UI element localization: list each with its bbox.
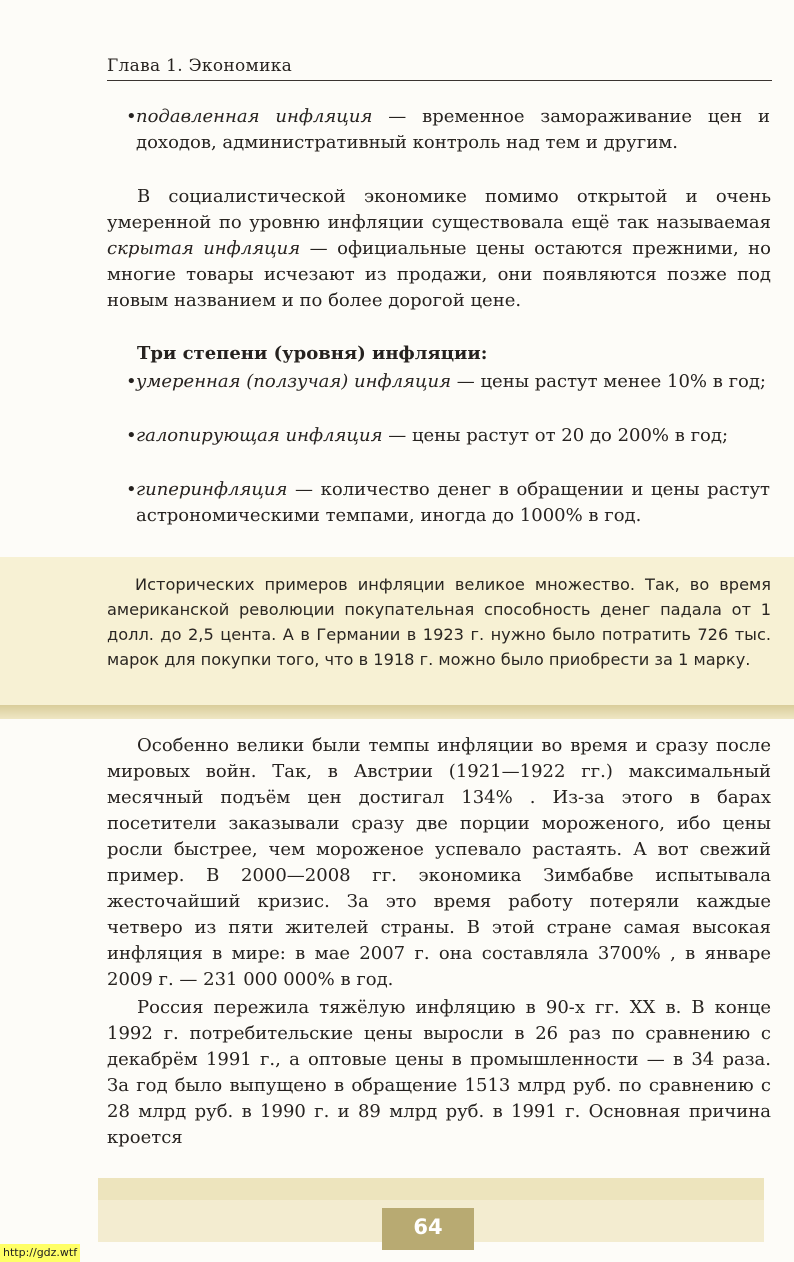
term-moderate: умеренная (ползучая) инфляция: [136, 371, 452, 392]
term-galloping: галопирующая инфляция: [136, 425, 383, 446]
bullet-galloping-inflation: [126, 423, 770, 449]
bullet-dot: •: [126, 425, 137, 446]
paragraph-socialist: [107, 184, 771, 314]
term-hyperinflation: гиперинфляция: [136, 479, 288, 500]
example-box-text: Исторических примеров инфляции великое множество. Так, во время американской революции покупательная способность денег падала от 1 долл. до 2,5 цента. А в Германии в 1923 г. нужно было потратить 726 тыс. марок для покупки того, что в 1918 г. можно было приобрести за 1 марку.: [107, 575, 771, 669]
para-text: — официальные цены остаются прежними, но многие товары исчезают из продажи, они появляются позже под новым названием и по более дорогой цене.: [107, 238, 771, 311]
example-box-bar: [0, 705, 794, 719]
bullet-text: — цены растут от 20 до 200% в год;: [382, 425, 729, 446]
bullet-text: — цены растут менее 10% в год;: [451, 371, 766, 392]
paragraph-russia: Россия пережила тяжёлую инфляцию в 90-х гг. XX в. В конце 1992 г. потребительские цены выросли в 26 раз по сравнению с декабрём 1991 г., а оптовые цены в промышленности — в 34 раза. За год было выпущено в обращение 1513 млрд руб. по сравнению с 28 млрд руб. в 1990 г. и 89 млрд руб. в 1991 г. Основная причина кроется: [107, 997, 771, 1148]
degrees-heading: Три степени (уровня) инфляции:: [137, 343, 488, 364]
paragraph-wars: Особенно велики были темпы инфляции во время и сразу после мировых войн. Так, в Австрии (1921—1922 гг.) максимальный месячный подъём цен достигал 134% . Из-за этого в барах посетители заказывали сразу две порции мороженого, ибо цены росли быстрее, чем мороженое успевало растаять. А вот свежий пример. В 2000—2008 гг. экономика Зимбабве испытывала жесточайший кризис. За это время работу потеряли каждые четверо из пяти жителей страны. В этой стране самая высокая инфляция в мире: в мае 2007 г. она составляла 3700% , в январе 2009 г. — 231 000 000% в год.: [107, 735, 771, 990]
chapter-header: Глава 1. Экономика: [107, 56, 772, 81]
bullet-dot: •: [126, 479, 137, 500]
term-suppressed: подавленная инфляция: [136, 106, 373, 127]
bullet-dot: •: [126, 371, 137, 392]
para-text: В социалистической экономике помимо открытой и очень умеренной по уровню инфляции существовала ещё так называемая: [107, 186, 771, 233]
bullet-text: — временное замораживание цен и доходов, административный контроль над тем и другим.: [136, 106, 771, 153]
bullet-text: — количество денег в обращении и цены растут астрономическими темпами, иногда до 1000% в год.: [136, 479, 770, 526]
watermark-link[interactable]: http://gdz.wtf: [0, 1244, 80, 1262]
bullet-dot: •: [126, 106, 137, 127]
bullet-hyperinflation: [126, 477, 770, 529]
bullet-moderate-inflation: [126, 369, 770, 395]
page-number: 64: [413, 1215, 443, 1239]
term-hidden-inflation: скрытая инфляция: [107, 238, 301, 259]
bullet-suppressed-inflation: [126, 104, 771, 156]
